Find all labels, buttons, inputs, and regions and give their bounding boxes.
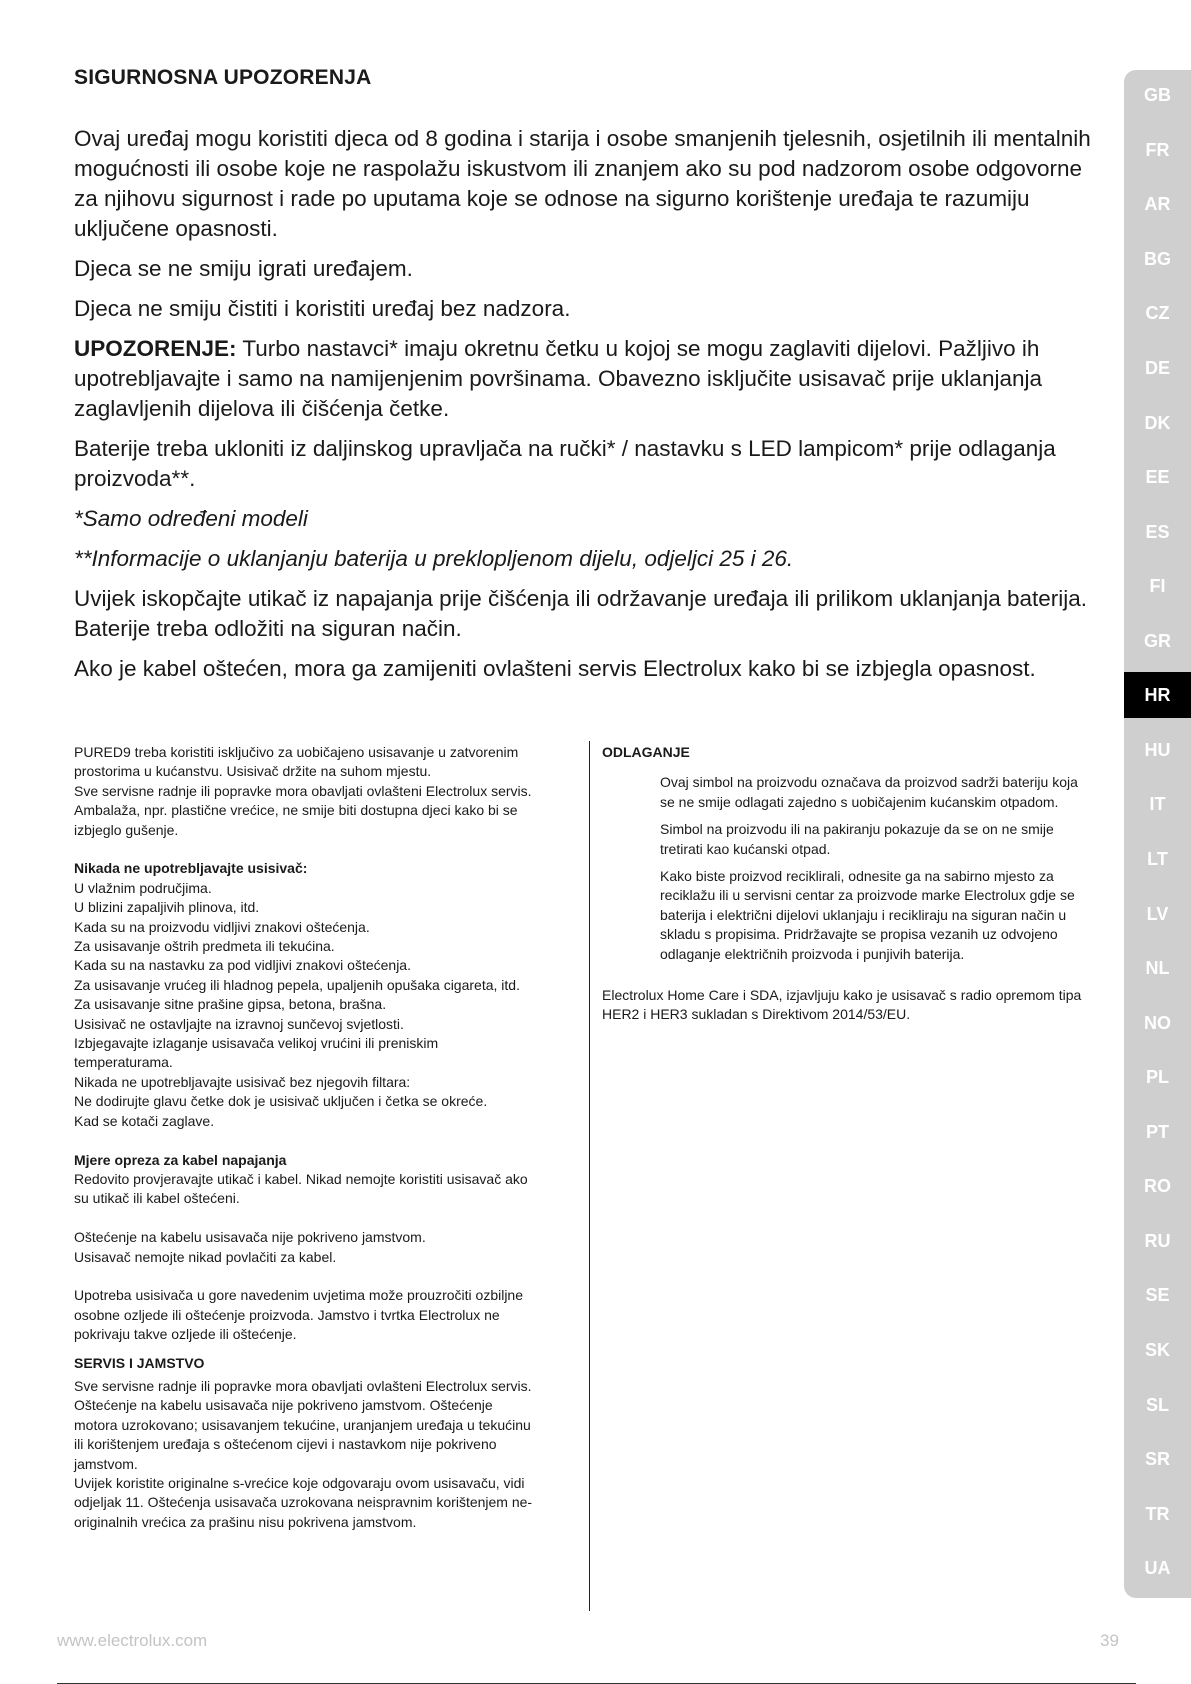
text-line: jamstvom.: [74, 1455, 138, 1472]
language-tab-es[interactable]: ES: [1145, 522, 1170, 542]
service-heading: SERVIS I JAMSTVO: [74, 1354, 205, 1371]
column-divider: [589, 741, 590, 1611]
warning-label: UPOZORENJE:: [74, 336, 237, 361]
warning-paragraph: [74, 334, 1094, 424]
list-item: Usisivač ne ostavljajte na izravnoj sunčevoj svjetlosti.: [74, 1015, 404, 1032]
list-item: Ne dodirujte glavu četke dok je usisivač uključen i četka se okreće.: [74, 1093, 488, 1110]
intro-paragraph: Ako je kabel oštećen, mora ga zamijeniti ovlašteni servis Electrolux kako bi se izbjegla opasnost.: [74, 656, 1036, 681]
language-tab-ua[interactable]: UA: [1144, 1558, 1171, 1578]
intro-paragraph: Baterije treba ukloniti iz daljinskog upravljača na ručki* / nastavku s LED lampicom* prije odlaganja proizvoda**.: [74, 436, 1056, 491]
text-line: pokrivaju takve ozljede ili oštećenje.: [74, 1326, 297, 1343]
language-tab-it[interactable]: IT: [1149, 794, 1166, 814]
text-line: Usisavač nemojte nikad povlačiti za kabel.: [74, 1248, 337, 1265]
language-tab-pt[interactable]: PT: [1145, 1122, 1169, 1142]
right-column: [602, 743, 1088, 1025]
never-use-list: [74, 879, 578, 1131]
list-item: Za usisavanje oštrih predmeta ili tekućina.: [74, 938, 335, 955]
text-line: Upotreba usisivača u gore navedenim uvjetima može prouzročiti ozbiljne: [74, 1287, 524, 1304]
list-item: Nikada ne upotrebljavajte usisivač bez njegovih filtara:: [74, 1073, 411, 1090]
disposal-paragraph: Ovaj simbol na proizvodu označava da proizvod sadrži bateriju koja se ne smije odlagati zajedno s uobičajenim kućanskim otpadom.: [660, 774, 1078, 810]
language-tab-sk[interactable]: SK: [1144, 1340, 1170, 1360]
text-line: Uvijek koristite originalne s-vrećice koje odgovaraju ovom usisavaču, vidi: [74, 1474, 525, 1491]
language-tab-gr[interactable]: GR: [1144, 631, 1171, 651]
list-item: Kad se kotači zaglave.: [74, 1112, 215, 1129]
left-column: [74, 743, 578, 1532]
footnote-batteries: **Informacije o uklanjanju baterija u preklopljenom dijelu, odjeljci 25 i 26.: [74, 546, 794, 571]
list-item: Kada su na nastavku za pod vidljivi znakovi oštećenja.: [74, 957, 411, 974]
disposal-paragraph: Kako biste proizvod reciklirali, odnesite ga na sabirno mjesto za reciklažu ili u servisni centar za proizvode marke Electrolux gdje se baterija i električni dijelovi uklanjaju i recikliraju na siguran način u skladu s propisima. Pridržavajte se propisa vezanih uz odvojeno odlaganje električnih proizvoda i punjivih baterija.: [660, 868, 1075, 962]
language-tab-ar[interactable]: AR: [1144, 194, 1171, 214]
language-tab-gb[interactable]: GB: [1144, 85, 1171, 105]
intro-paragraph: Ovaj uređaj mogu koristiti djeca od 8 godina i starija i osobe smanjenih tjelesnih, osjetilnih ili mentalnih mogućnosti ili osobe koje ne raspolažu iskustvom ili znanjem ako su pod nadzorom osobe odgovorne za njihovu sigurnost i rade po uputama koje se odnose na sigurno korištenje uređaja te razumiju uključene opasnosti.: [74, 126, 1091, 241]
text-line: Oštećenje na kabelu usisavača nije pokriveno jamstvom.: [74, 1229, 426, 1246]
language-tab-nl[interactable]: NL: [1145, 958, 1170, 978]
language-tab-lv[interactable]: LV: [1146, 904, 1169, 924]
list-item: U vlažnim područjima.: [74, 879, 212, 896]
text-line: izbjeglo gušenje.: [74, 821, 179, 838]
intro-paragraph: Uvijek iskopčajte utikač iz napajanja prije čišćenja ili održavanje uređaja ili prilikom uklanjanja baterija. Baterije treba odložiti na siguran način.: [74, 586, 1088, 641]
text-line: Oštećenje na kabelu usisavača nije pokriveno jamstvom. Oštećenje: [74, 1397, 493, 1414]
warning-text: Turbo nastavci* imaju okretnu četku u kojoj se mogu zaglaviti dijelovi. Pažljivo ih upotrebljavajte i samo na namijenjenim površinama. Obavezno isključite usisavač prije uklanjanja zaglavljenih dijelova ili čišćenja četke.: [74, 336, 1042, 421]
disposal-heading: ODLAGANJE: [602, 744, 690, 760]
usage-block: [74, 743, 578, 840]
language-tab-hr-active[interactable]: HR: [1124, 672, 1191, 718]
language-tab-fi[interactable]: FI: [1149, 576, 1166, 596]
text-line: motora uzrokovano; usisavanjem tekućine, uranjanjem uređaja u tekućinu: [74, 1416, 531, 1433]
text-line: Redovito provjeravajte utikač i kabel. Nikad nemojte koristiti usisavač ako: [74, 1170, 528, 1187]
list-item: Kada su na proizvodu vidljivi znakovi oštećenja.: [74, 918, 370, 935]
language-tab-ru[interactable]: RU: [1144, 1231, 1171, 1251]
list-item: Za usisavanje sitne prašine gipsa, betona, brašna.: [74, 996, 387, 1013]
footnote-models: *Samo određeni modeli: [74, 506, 308, 531]
intro-paragraph: Djeca se ne smiju igrati uređajem.: [74, 256, 413, 281]
intro-section: [74, 124, 1094, 694]
language-tab-hu[interactable]: HU: [1144, 740, 1171, 760]
text-line: prostorima u kućanstvu. Usisivač držite na suhom mjestu.: [74, 763, 432, 780]
text-line: Sve servisne radnje ili popravke mora obavljati ovlašteni Electrolux servis.: [74, 782, 532, 799]
page-title: SIGURNOSNA UPOZORENJA: [74, 66, 372, 89]
list-item: Za usisavanje vrućeg ili hladnog pepela, upaljenih opušaka cigareta, itd.: [74, 976, 520, 993]
language-tab-bg[interactable]: BG: [1144, 249, 1171, 269]
language-tab-no[interactable]: NO: [1144, 1013, 1171, 1033]
text-line: PURED9 treba koristiti isključivo za uobičajeno usisavanje u zatvorenim: [74, 744, 519, 760]
language-tab-tr[interactable]: TR: [1145, 1504, 1170, 1524]
language-tab-sr[interactable]: SR: [1144, 1449, 1170, 1469]
footer-url[interactable]: www.electrolux.com: [57, 1631, 208, 1650]
language-tab-cz[interactable]: CZ: [1145, 303, 1170, 323]
text-line: originalnih vrećica za prašinu nisu pokrivena jamstvom.: [74, 1513, 417, 1530]
conformity-declaration: Electrolux Home Care i SDA, izjavljuju kako je usisavač s radio opremom tipa HER2 i HER3 sukladan s Direktivom 2014/53/EU.: [602, 987, 1082, 1023]
text-line: Ambalaža, npr. plastične vrećice, ne smije biti dostupna djeci kako bi se: [74, 802, 518, 819]
language-tab-ro[interactable]: RO: [1144, 1176, 1171, 1196]
text-line: su utikač ili kabel oštećeni.: [74, 1190, 240, 1207]
text-line: odjeljak 11. Oštećenja usisavača uzrokovana neispravnim korištenjem ne-: [74, 1494, 533, 1511]
page-number: 39: [1100, 1631, 1119, 1650]
never-use-heading: Nikada ne upotrebljavajte usisivač:: [74, 860, 308, 877]
language-sidebar: [1124, 70, 1191, 1598]
text-line: osobne ozljede ili oštećenje proizvoda. Jamstvo i tvrtka Electrolux ne: [74, 1306, 500, 1323]
list-item: U blizini zapaljivih plinova, itd.: [74, 899, 260, 916]
language-tab-pl[interactable]: PL: [1145, 1067, 1169, 1087]
intro-paragraph: Djeca ne smiju čistiti i koristiti uređaj bez nadzora.: [74, 296, 571, 321]
language-tab-se[interactable]: SE: [1145, 1285, 1170, 1305]
language-tab-sl[interactable]: SL: [1145, 1395, 1169, 1415]
language-tab-ee[interactable]: EE: [1145, 467, 1170, 487]
text-line: ili korištenjem uređaja s oštećenom cijevi i nastavkom nije pokriveno: [74, 1436, 497, 1453]
disposal-paragraph: Simbol na proizvodu ili na pakiranju pokazuje da se on ne smije tretirati kao kućanski otpad.: [660, 821, 1054, 857]
language-tab-de[interactable]: DE: [1144, 358, 1170, 378]
cable-heading: Mjere opreza za kabel napajanja: [74, 1151, 287, 1168]
language-tab-lt[interactable]: LT: [1147, 849, 1168, 869]
text-line: Sve servisne radnje ili popravke mora obavljati ovlašteni Electrolux servis.: [74, 1377, 532, 1394]
list-item: Izbjegavajte izlaganje usisavača velikoj vrućini ili preniskim: [74, 1035, 439, 1052]
list-item: temperaturama.: [74, 1054, 173, 1071]
language-tab-fr[interactable]: FR: [1145, 140, 1170, 160]
language-tab-dk[interactable]: DK: [1144, 413, 1171, 433]
